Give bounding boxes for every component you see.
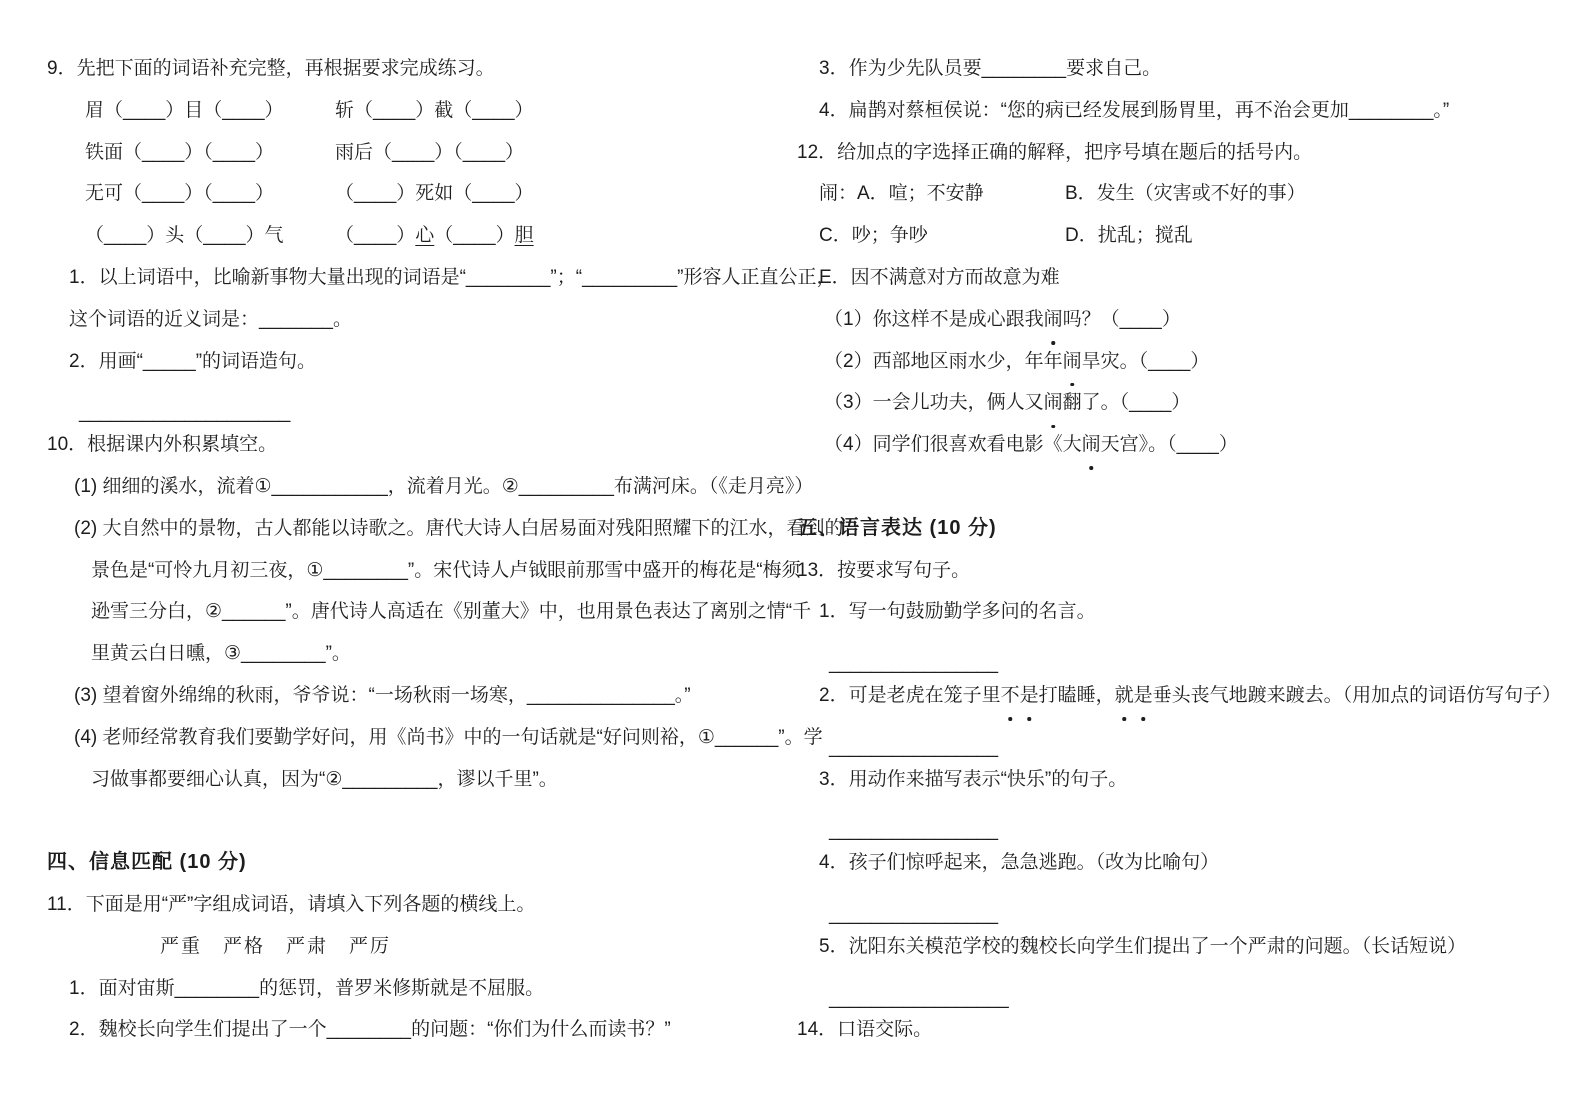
text-run: 吗？（____） — [1062, 308, 1181, 330]
text-line — [797, 591, 1545, 633]
text-run: (2) 大自然中的景物，古人都能以诗歌之。唐代大诗人白居易面对残阳照耀下的江水，看到的 — [74, 517, 844, 539]
text-line — [797, 550, 1545, 592]
line-segment-right — [335, 173, 534, 215]
line-segment — [819, 267, 1060, 288]
line-segment — [79, 402, 290, 423]
text-line — [797, 257, 1545, 299]
line-segment-right — [1065, 173, 1306, 215]
text-run: 13．按要求写句子。 — [797, 559, 971, 581]
line-segment — [74, 518, 844, 539]
text-run: （1）你这样不是成心跟我 — [824, 308, 1044, 330]
line-segment — [69, 309, 352, 330]
line-segment — [824, 309, 1181, 330]
text-run: 1．面对宙斯________的惩罚，普罗米修斯就是不屈服。 — [69, 977, 545, 999]
line-segment — [819, 936, 1466, 957]
text-run: （____）死如（____） — [335, 183, 534, 205]
line-segment — [91, 769, 558, 790]
text-line — [797, 759, 1545, 801]
text-line — [797, 424, 1545, 466]
line-segment — [819, 225, 928, 246]
line-segment — [47, 434, 277, 455]
text-run: 12．给加点的字选择正确的解释，把序号填在题后的括号内。 — [797, 141, 1313, 163]
text-run: 14．口语交际。 — [797, 1019, 933, 1041]
text-line — [797, 48, 1545, 90]
line-segment — [819, 100, 1449, 121]
line-segment — [797, 517, 997, 539]
text-line — [47, 508, 844, 550]
text-line — [47, 1009, 777, 1051]
text-run: 1．以上词语中，比喻新事物大量出现的词语是“________”；“_________”形容人正直公正， — [69, 266, 836, 288]
text-line — [47, 299, 777, 341]
text-line — [797, 926, 1545, 968]
text-run: (1) 细细的溪水，流着①___________，流着月光。②_________布满河床。（《走月亮》） — [74, 475, 814, 497]
line-segment-right — [335, 90, 534, 132]
line-segment — [74, 727, 823, 748]
text-run: 垂头丧气地踱来踱去。（用加点的词语仿写句子） — [1152, 684, 1562, 706]
text-run: D．扰乱；搅乱 — [1065, 225, 1193, 247]
text-run: ____________________ — [79, 402, 291, 424]
emphasis-dotted-text: 闹 — [1044, 392, 1063, 413]
text-run: C．吵；争吵 — [819, 225, 928, 247]
text-run: 铁面（____）（____） — [85, 141, 275, 163]
text-line — [797, 132, 1545, 174]
text-line — [47, 926, 777, 968]
text-run: 眉（____）目（____） — [85, 99, 284, 121]
text-line — [797, 1009, 1545, 1051]
line-segment — [819, 852, 1219, 873]
line-segment — [69, 978, 544, 999]
line-segment-right — [335, 132, 524, 174]
text-run: 4．扁鹊对蔡桓侯说：“您的病已经发展到肠胃里，再不治会更加________。” — [819, 99, 1450, 121]
spacer-line — [47, 800, 777, 842]
text-run: 2．可是老虎在笼子里 — [819, 684, 1001, 706]
line-segment — [829, 820, 998, 841]
text-run: 斩（____）截（____） — [335, 99, 534, 121]
line-segment — [824, 392, 1190, 413]
line-segment — [85, 225, 284, 246]
line-segment — [85, 142, 274, 163]
line-segment — [74, 476, 813, 497]
text-run: ________________ — [829, 903, 999, 925]
text-run: 这个词语的近义词是：_______。 — [69, 308, 352, 330]
text-run: （____）头（____）气 — [85, 225, 284, 247]
line-segment-right — [1065, 215, 1193, 257]
text-run: (3) 望着窗外绵绵的秋雨，爷爷说：“一场秋雨一场寒，______________。” — [74, 684, 691, 706]
text-run: （____） — [434, 225, 515, 247]
text-line — [47, 884, 777, 926]
text-run: （4）同学们很喜欢看电影《大 — [824, 434, 1082, 456]
underlined-text: 胆 — [514, 225, 534, 247]
line-segment — [91, 643, 351, 664]
text-line — [797, 341, 1545, 383]
line-segment — [797, 142, 1312, 163]
line-segment — [160, 936, 391, 957]
text-line — [47, 132, 777, 174]
text-run: 3．作为少先队员要________要求自己。 — [819, 58, 1162, 79]
emphasis-dotted-text: 就是 — [1115, 685, 1153, 706]
line-segment — [829, 988, 1009, 1009]
text-run: 9．先把下面的词语补充完整，再根据要求完成练习。 — [47, 58, 495, 79]
text-line — [47, 675, 777, 717]
line-segment — [47, 851, 247, 873]
line-segment — [69, 267, 836, 288]
spacer-line — [797, 466, 1545, 508]
text-run: 里黄云白日曛，③________”。 — [91, 643, 351, 665]
line-segment — [47, 58, 495, 79]
text-line — [797, 842, 1545, 884]
text-run: 4．孩子们惊呼起来，急急逃跑。（改为比喻句） — [819, 852, 1220, 874]
text-line — [797, 382, 1545, 424]
text-run: 无可（____）（____） — [85, 183, 275, 205]
text-line — [47, 90, 777, 132]
text-run: 2．用画“_____”的词语造句。 — [69, 350, 317, 372]
underlined-text: 心 — [415, 225, 435, 247]
text-line — [797, 90, 1545, 132]
text-run: （3）一会儿功夫，俩人又 — [824, 392, 1044, 414]
text-run: 天宫》。（____） — [1100, 434, 1238, 456]
emphasis-dotted-text: 不是 — [1001, 685, 1039, 706]
line-segment — [74, 685, 691, 706]
text-run: (4) 老师经常教育我们要勤学好问，用《尚书》中的一句话就是“好问则裕，①______”。学 — [74, 726, 823, 748]
emphasis-dotted-text: 闹 — [1063, 351, 1082, 372]
text-run: 严重 严格 严肃 严厉 — [160, 935, 392, 957]
text-run: ________________ — [829, 736, 999, 758]
line-segment — [819, 769, 1127, 790]
text-line — [797, 215, 1545, 257]
text-run: 10．根据课内外积累填空。 — [47, 434, 278, 456]
text-run: （____） — [335, 225, 416, 247]
line-segment — [69, 351, 316, 372]
text-run: 习做事都要细心认真，因为“②_________，谬以千里”。 — [91, 768, 558, 790]
emphasis-dotted-text: 闹 — [1082, 434, 1101, 455]
line-segment — [819, 601, 1096, 622]
text-run: 五、语言表达 (10 分) — [797, 516, 997, 539]
line-segment — [797, 560, 970, 581]
text-run: 3．用动作来描写表示“快乐”的句子。 — [819, 768, 1128, 790]
section-heading — [47, 842, 777, 884]
text-line — [797, 299, 1545, 341]
text-run: B．发生（灾害或不好的事） — [1065, 183, 1306, 205]
text-line — [47, 48, 777, 90]
line-segment — [829, 737, 998, 758]
line-segment — [91, 601, 811, 622]
text-run: 1．写一句鼓励勤学多问的名言。 — [819, 601, 1096, 623]
text-line — [47, 215, 777, 257]
text-run: 11．下面是用“严”字组成词语，请填入下列各题的横线上。 — [47, 893, 536, 915]
line-segment — [819, 58, 1161, 79]
line-segment — [47, 894, 535, 915]
left-column — [47, 48, 844, 1051]
text-run: 打瞌睡， — [1038, 684, 1115, 706]
text-line — [797, 173, 1545, 215]
text-run: _________________ — [829, 987, 1009, 1009]
line-segment — [824, 351, 1209, 372]
text-line — [797, 675, 1562, 717]
line-segment-right — [335, 215, 534, 257]
text-run: 2．魏校长向学生们提出了一个________的问题：“你们为什么而读书？” — [69, 1019, 671, 1041]
line-segment — [797, 1019, 932, 1040]
text-run: E．因不满意对方而故意为难 — [819, 266, 1060, 288]
line-segment — [819, 183, 984, 204]
text-run: ________________ — [829, 653, 999, 675]
line-segment — [829, 904, 998, 925]
emphasis-dotted-text: 闹 — [1044, 309, 1063, 330]
text-run: 景色是“可怜九月初三夜，①________”。宋代诗人卢钺眼前那雪中盛开的梅花是“梅须 — [91, 559, 801, 581]
text-line — [47, 633, 777, 675]
text-run: 闹：A．喧；不安静 — [819, 183, 984, 205]
text-line — [47, 759, 777, 801]
text-run: 翻了。（____） — [1062, 392, 1191, 414]
section-heading — [797, 508, 1545, 550]
text-line — [47, 257, 836, 299]
line-segment — [819, 685, 1561, 706]
line-segment — [829, 653, 998, 674]
text-run: （2）西部地区雨水少，年年 — [824, 350, 1063, 372]
line-segment — [69, 1019, 671, 1040]
text-run: 旱灾。（____） — [1081, 350, 1210, 372]
text-line — [47, 550, 801, 592]
text-run: ________________ — [829, 820, 999, 842]
text-line — [47, 466, 814, 508]
text-line — [47, 968, 777, 1010]
text-run: 四、信息匹配 (10 分) — [47, 851, 247, 874]
text-run: 逊雪三分白，②______”。唐代诗人高适在《别董大》中，也用景色表达了离别之情“千 — [91, 601, 812, 623]
line-segment — [91, 560, 801, 581]
text-line — [47, 424, 777, 466]
right-column — [797, 48, 1562, 1051]
line-segment — [824, 434, 1238, 455]
text-run: 5．沈阳东关模范学校的魏校长向学生们提出了一个严肃的问题。（长话短说） — [819, 935, 1467, 957]
text-line — [47, 173, 777, 215]
text-line — [47, 591, 812, 633]
text-line — [47, 341, 777, 383]
text-line — [47, 717, 823, 759]
line-segment — [85, 183, 274, 204]
line-segment — [85, 100, 284, 121]
text-run: 雨后（____）（____） — [335, 141, 525, 163]
